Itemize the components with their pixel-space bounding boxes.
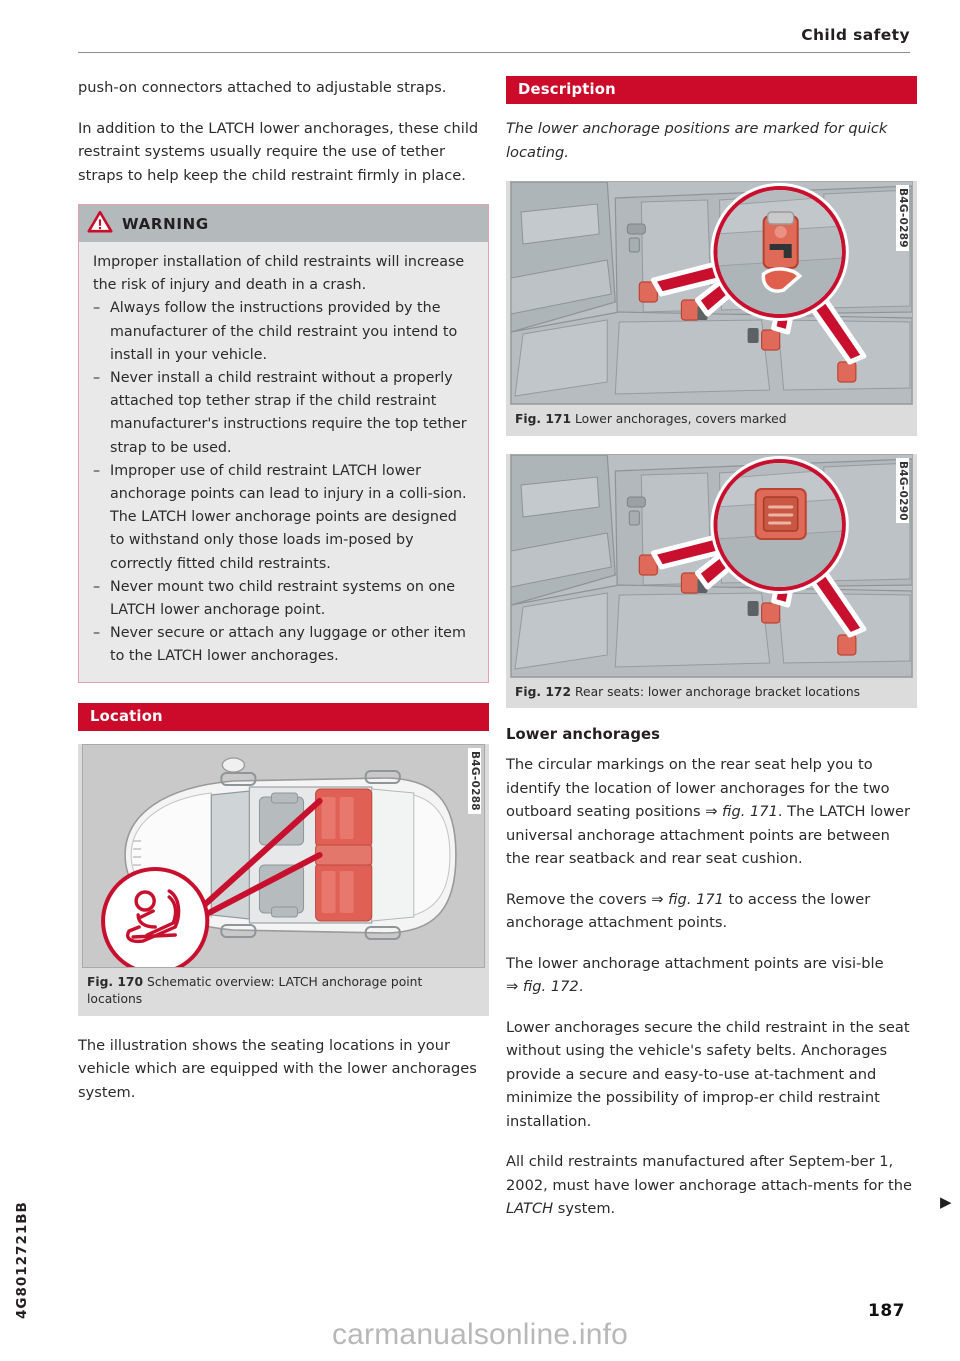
section-bar-description: Description	[506, 76, 917, 104]
continuation-arrow-icon: ▶	[940, 1193, 952, 1211]
warning-title: WARNING	[122, 214, 209, 233]
figure-170	[78, 744, 489, 1016]
lower-anchorages-paragraph-3	[506, 952, 917, 999]
para3-part-b: .	[578, 978, 584, 995]
warning-bullet-text: Never install a child restraint without a properly attached top tether strap if the child restraint manufacturer's instructions require the top tether strap to be used.	[110, 370, 467, 456]
warning-bullet-text: Always follow the instructions provided by the manufacturer of the child restraint you intend to install in your vehicle.	[110, 300, 458, 363]
figure-171-caption-text: Lower anchorages, covers marked	[575, 412, 787, 426]
bullet-dash: –	[93, 462, 101, 479]
warning-bullet-text: Never mount two child restraint systems on one LATCH lower anchorage point.	[110, 578, 456, 619]
figure-171-image	[510, 181, 913, 405]
para1-part-a: The circular markings on the rear seat help you to identify the location of lower anchorages for the two outboard seating positions	[506, 756, 890, 820]
para1-part-b: . The LATCH lower universal anchorage attachment points are between the rear seatback and rear seat cushion.	[506, 803, 911, 867]
bullet-dash: –	[93, 625, 101, 642]
para2-part-a: Remove the covers	[506, 890, 652, 908]
bullet-dash: –	[93, 300, 101, 317]
intro-paragraph-1: push-on connectors attached to adjustable straps.	[78, 79, 447, 96]
lower-anchorages-paragraph-5	[506, 1150, 917, 1221]
section-bar-location: Location	[78, 703, 489, 731]
para3-part-a: The lower anchorage attachment points are visi-ble	[506, 954, 884, 972]
para5-part-b: system.	[553, 1200, 616, 1217]
warning-header	[79, 205, 488, 242]
right-column	[506, 76, 917, 1221]
warning-bullet-text: Improper use of child restraint LATCH lower anchorage points can lead to injury in a colli-sion. The LATCH lower anchorage points are designed to withstand only those loads im-posed by correctly fitted child restraints.	[110, 462, 467, 572]
figure-170-number: Fig. 170	[87, 974, 144, 989]
watermark: carmanualsonline.info	[331, 1318, 629, 1351]
warning-body	[79, 242, 488, 682]
figure-reference-172[interactable]: ⇒ fig. 172	[506, 978, 579, 995]
document-part-number: 4G8012721BB	[14, 1201, 30, 1319]
page-header	[78, 26, 910, 54]
warning-bullet	[93, 367, 474, 460]
figure-reference-171[interactable]: ⇒ fig. 171	[705, 803, 778, 820]
figure-170-caption-text: Schematic overview: LATCH anchorage point locations	[87, 974, 423, 1007]
intro-paragraph-2: In addition to the LATCH lower anchorages, these child restraint systems usually require the use of tether straps to help keep the child restraint firmly in place.	[78, 119, 479, 184]
warning-bullet-list	[93, 297, 474, 668]
warning-bullet-text: Never secure or attach any luggage or other item to the LATCH lower anchorages.	[110, 625, 466, 665]
warning-intro: Improper installation of child restraints will increase the risk of injury and death in a crash.	[93, 254, 465, 294]
warning-bullet	[93, 576, 474, 622]
chapter-title: Child safety	[801, 26, 910, 44]
figure-171-caption	[506, 405, 917, 436]
warning-bullet	[93, 297, 474, 367]
left-column	[78, 76, 489, 1104]
description-lead: The lower anchorage positions are marked for quick locating.	[506, 120, 888, 161]
figure-172-number: Fig. 172	[515, 684, 572, 699]
bullet-dash: –	[93, 578, 101, 595]
warning-triangle-icon	[87, 210, 113, 237]
location-paragraph: The illustration shows the seating locations in your vehicle which are equipped with the lower anchorages system.	[78, 1036, 477, 1101]
figure-172-caption	[506, 678, 917, 709]
latch-emphasis: LATCH	[506, 1200, 554, 1217]
figure-172-image	[510, 454, 913, 678]
figure-171	[506, 181, 917, 436]
lower-anchorages-subhead: Lower anchorages	[506, 726, 661, 743]
warning-bullet	[93, 622, 474, 668]
figure-170-caption	[78, 968, 489, 1016]
lower-anchorages-paragraph-1	[506, 753, 917, 871]
warning-box	[78, 204, 489, 683]
warning-bullet	[93, 460, 474, 576]
figure-170-image	[82, 744, 485, 968]
figure-reference-171[interactable]: ⇒ fig. 171	[651, 890, 724, 908]
para2-part-b: to access the lower anchorage attachment points.	[506, 890, 871, 931]
figure-171-number: Fig. 171	[515, 412, 572, 426]
header-divider	[78, 52, 910, 53]
page-number: 187	[868, 1301, 905, 1321]
figure-172	[506, 454, 917, 709]
figure-172-code: B4G-0290	[896, 458, 909, 524]
bullet-dash: –	[93, 370, 101, 387]
lower-anchorages-paragraph-4: Lower anchorages secure the child restraint in the seat without using the vehicle's safety belts. Anchorages provide a secure and easy-to-use at-tachment and minimize the possibility of improp-er child restraint installation.	[506, 1018, 910, 1130]
figure-172-caption-text: Rear seats: lower anchorage bracket locations	[575, 684, 861, 699]
para5-part-a: All child restraints manufactured after Septem-ber 1, 2002, must have lower anchorage attach-ments for the	[506, 1153, 912, 1194]
lower-anchorages-paragraph-2	[506, 888, 917, 935]
figure-170-code: B4G-0288	[468, 748, 481, 814]
figure-171-code: B4G-0289	[896, 185, 909, 251]
